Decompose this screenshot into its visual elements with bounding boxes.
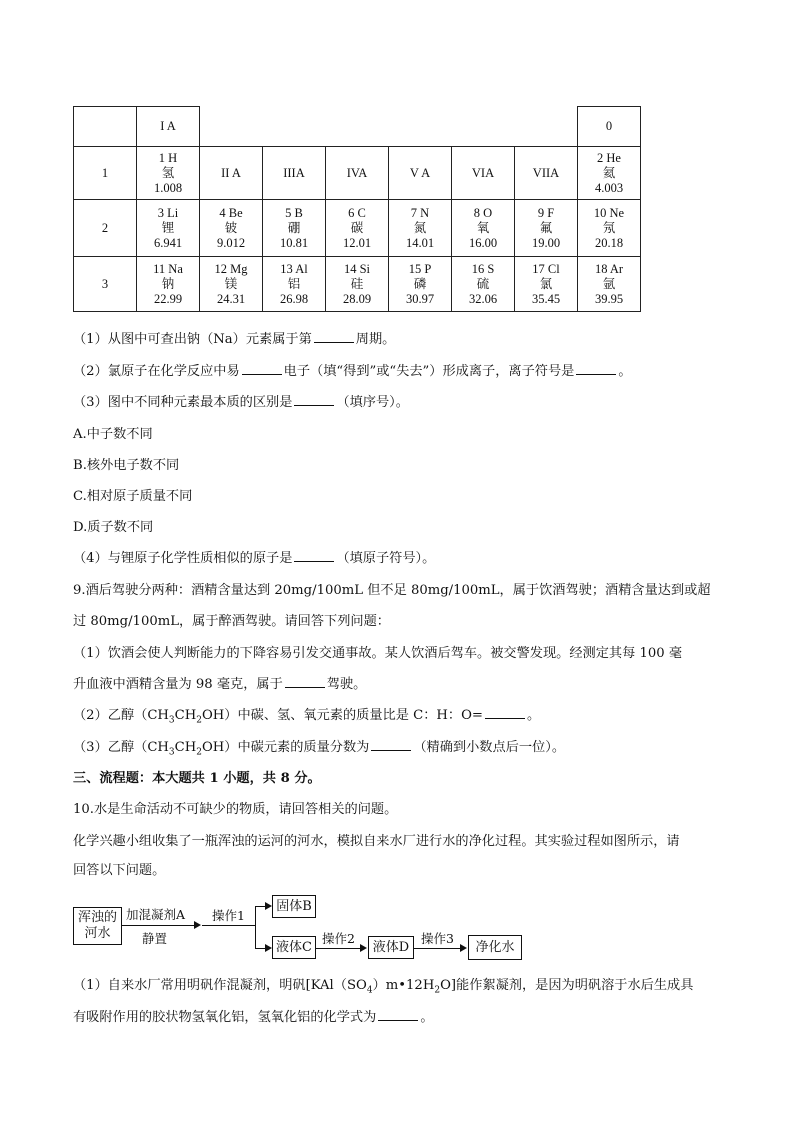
flow-pure-water-box: 净化水: [468, 935, 522, 960]
element-cell: [389, 257, 452, 312]
element-symbol: 18 Ar: [594, 261, 624, 276]
arrow-icon: [360, 944, 367, 952]
element-symbol: 5 B: [285, 205, 303, 220]
element-name: 氟: [539, 220, 553, 235]
element-name: 锂: [161, 220, 175, 235]
element-name: 硼: [287, 220, 301, 235]
q8-part2: （2）氯原子在化学反应中易 电子（填“得到”或“失去”）形成离子，离子符号是 。: [73, 364, 632, 379]
flow-op3-label: 操作3: [421, 931, 454, 946]
flow-step1-sublabel: 静置: [142, 931, 168, 946]
answer-blank[interactable]: [378, 1008, 418, 1021]
element-symbol: 9 F: [537, 205, 555, 220]
element-name: 镁: [224, 276, 238, 291]
group-header: IVA: [326, 147, 389, 200]
arrow-icon: [460, 944, 467, 952]
element-name: 氧: [476, 220, 490, 235]
element-symbol: 8 O: [473, 205, 493, 220]
element-mass: 28.09: [342, 291, 372, 306]
group-header: V A: [389, 147, 452, 200]
element-name: 氢: [161, 165, 175, 180]
element-cell: [263, 200, 326, 257]
element-name: 钠: [161, 276, 175, 291]
element-mass: 30.97: [405, 291, 435, 306]
element-mass: 12.01: [342, 235, 372, 250]
q9-part3: （3）乙醇$(CH_3CH_2OH)$中碳元素的质量分数为 （精确到小数点后一位）。: [73, 740, 566, 758]
element-symbol: 3 Li: [157, 205, 179, 220]
section-heading: 三、流程题：本大题共 1 小题，共 8 分。: [73, 771, 321, 786]
element-mass: 9.012: [216, 235, 246, 250]
table-row: [74, 200, 641, 257]
element-mass: 4.003: [594, 180, 624, 195]
element-cell: [452, 200, 515, 257]
period-number: 3: [74, 257, 137, 312]
element-symbol: 12 Mg: [214, 261, 248, 276]
arrow-icon: [265, 944, 272, 952]
element-symbol: 6 C: [348, 205, 366, 220]
element-mass: 32.06: [468, 291, 498, 306]
answer-blank[interactable]: [576, 362, 616, 375]
q9-part1-line2: 升血液中酒精含量为 98 毫克，属于 驾驶。: [73, 677, 367, 692]
q8-option-d: D.质子数不同: [73, 520, 154, 535]
element-cell: [578, 200, 641, 257]
q9-stem-line2: 过 80mg/100mL，属于醉酒驾驶。请回答下列问题：: [73, 614, 390, 629]
element-cell: [200, 200, 263, 257]
element-mass: 20.18: [594, 235, 624, 250]
element-cell: [389, 200, 452, 257]
element-cell: [137, 257, 200, 312]
q8-part4: （4）与锂原子化学性质相似的原子是 （填原子符号）。: [73, 551, 436, 566]
element-mass: 1.008: [153, 180, 183, 195]
element-mass: 26.98: [279, 291, 309, 306]
element-cell: [578, 257, 641, 312]
q8-option-b: B.核外电子数不同: [73, 458, 180, 473]
flow-solid-b-box: 固体B: [272, 895, 316, 918]
group-header: VIA: [452, 147, 515, 200]
element-name: 铍: [224, 220, 238, 235]
element-cell: [200, 257, 263, 312]
element-name: 铝: [287, 276, 301, 291]
flow-liquid-d-box: 液体D: [368, 936, 414, 959]
element-cell: [515, 257, 578, 312]
q9-part2: （2）乙醇$(CH_3CH_2OH)$中碳、氢、氧元素的质量比是 C：H：O= 。: [73, 708, 541, 726]
element-mass: 10.81: [279, 235, 309, 250]
group-header-1a: I A: [137, 107, 200, 147]
answer-blank[interactable]: [294, 393, 334, 406]
period-number: 1: [74, 147, 137, 200]
element-symbol: 15 P: [408, 261, 432, 276]
q8-option-c: C.相对原子质量不同: [73, 489, 193, 504]
flow-liquid-c-box: 液体C: [272, 936, 316, 959]
q10-part1-line2: 有吸附作用的胶状物氢氧化铝，氢氧化铝的化学式为 。: [73, 1010, 434, 1025]
element-name: 氖: [602, 220, 616, 235]
periodic-table: [73, 106, 641, 312]
element-cell: [452, 257, 515, 312]
element-name: 氩: [602, 276, 616, 291]
element-name: 碳: [350, 220, 364, 235]
element-symbol: 2 He: [597, 150, 621, 165]
element-symbol: 7 N: [410, 205, 430, 220]
element-cell: [137, 147, 200, 200]
element-symbol: 13 Al: [280, 261, 308, 276]
flow-step1-label: 加混凝剂A: [126, 907, 186, 922]
group-header: II A: [200, 147, 263, 200]
q10-part1-line1: （1）自来水厂常用明矾作混凝剂，明矾$[KAl(SO_4)m•12H_2O]$能作絮凝剂，是因为明矾溶于水后生成具: [73, 978, 694, 996]
element-symbol: 4 Be: [219, 205, 243, 220]
arrow-icon: [265, 902, 272, 910]
element-mass: 22.99: [153, 291, 183, 306]
element-cell: [326, 200, 389, 257]
answer-blank[interactable]: [294, 549, 334, 562]
q9-part1-line1: （1）饮酒会使人判断能力的下降容易引发交通事故。某人饮酒后驾车。被交警发现。经测定其每 100 毫: [73, 646, 683, 661]
element-symbol: 10 Ne: [593, 205, 625, 220]
answer-blank[interactable]: [242, 362, 282, 375]
corner-cell: [74, 107, 137, 147]
arrow-icon: [194, 921, 201, 929]
q10-stem-line3: 回答以下问题。: [73, 863, 166, 878]
element-cell: [137, 200, 200, 257]
q8-part3: （3）图中不同种元素最本质的区别是 （填序号）。: [73, 395, 409, 410]
element-cell: [263, 257, 326, 312]
element-mass: 24.31: [216, 291, 246, 306]
element-name: 磷: [413, 276, 427, 291]
element-name: 氦: [602, 165, 616, 180]
element-cell: [515, 200, 578, 257]
answer-blank[interactable]: [314, 330, 354, 343]
element-mass: 14.01: [405, 235, 435, 250]
q10-stem-line1: 10.水是生命活动不可缺少的物质，请回答相关的问题。: [73, 802, 398, 817]
period-number: 2: [74, 200, 137, 257]
element-name: 硅: [350, 276, 364, 291]
flow-start-box: 浑浊的 河水: [73, 907, 122, 945]
flow-op1-label: 操作1: [212, 908, 245, 923]
q8-option-a: A.中子数不同: [73, 427, 153, 442]
element-name: 硫: [476, 276, 490, 291]
element-mass: 19.00: [531, 235, 561, 250]
element-mass: 39.95: [594, 291, 624, 306]
group-header-0: 0: [578, 107, 641, 147]
element-mass: 35.45: [531, 291, 561, 306]
element-cell: [326, 257, 389, 312]
element-symbol: 1 H: [158, 150, 178, 165]
element-symbol: 11 Na: [153, 261, 183, 276]
flow-op2-label: 操作2: [322, 931, 355, 946]
element-mass: 16.00: [468, 235, 498, 250]
element-cell: [578, 147, 641, 200]
answer-blank[interactable]: [285, 675, 325, 688]
element-symbol: 14 Si: [343, 261, 371, 276]
element-symbol: 17 Cl: [532, 261, 560, 276]
group-header: IIIA: [263, 147, 326, 200]
answer-blank[interactable]: [485, 706, 525, 719]
element-name: 氮: [413, 220, 427, 235]
element-symbol: 16 S: [471, 261, 495, 276]
table-row: [74, 147, 641, 200]
q9-stem-line1: 9.酒后驾驶分两种：酒精含量达到 20mg/100mL 但不足 80mg/100mL，属于饮酒驾驶；酒精含量达到或超: [73, 583, 711, 598]
q8-part1: （1）从图中可查出钠（Na）元素属于第 周期。: [73, 332, 396, 347]
answer-blank[interactable]: [371, 738, 411, 751]
element-mass: 6.941: [153, 235, 183, 250]
q10-stem-line2: 化学兴趣小组收集了一瓶浑浊的运河的河水，模拟自来水厂进行水的净化过程。其实验过程如图所示，请: [73, 834, 680, 849]
group-header: VIIA: [515, 147, 578, 200]
table-row: [74, 257, 641, 312]
element-name: 氯: [539, 276, 553, 291]
